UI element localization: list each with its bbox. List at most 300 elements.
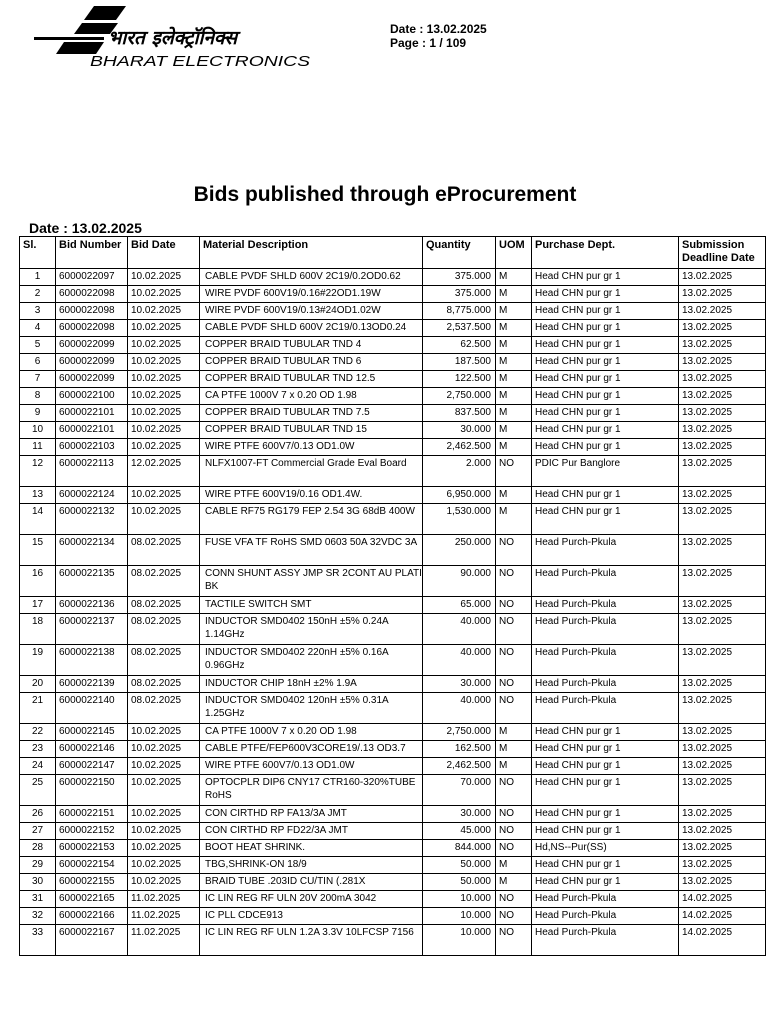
row-deadline: 13.02.2025 [679, 303, 766, 320]
row-purchase-dept: Head CHN pur gr 1 [532, 286, 679, 303]
row-uom: M [496, 303, 532, 320]
row-bid-date: 10.02.2025 [128, 874, 200, 891]
row-deadline: 13.02.2025 [679, 645, 766, 676]
row-uom: M [496, 724, 532, 741]
row-sl: 28 [20, 840, 56, 857]
row-purchase-dept: Head Purch-Pkula [532, 693, 679, 724]
row-bid-date: 12.02.2025 [128, 456, 200, 487]
row-bid-number: 6000022098 [56, 320, 128, 337]
row-bid-date: 10.02.2025 [128, 422, 200, 439]
row-deadline: 13.02.2025 [679, 857, 766, 874]
row-purchase-dept: Head Purch-Pkula [532, 925, 679, 956]
table-row [20, 504, 766, 535]
row-sl: 21 [20, 693, 56, 724]
table-row [20, 645, 766, 676]
col-header-material-description: Material Description [200, 237, 423, 269]
row-quantity: 10.000 [423, 925, 496, 956]
row-quantity: 90.000 [423, 566, 496, 597]
row-deadline: 13.02.2025 [679, 337, 766, 354]
row-sl: 31 [20, 891, 56, 908]
table-row [20, 775, 766, 806]
row-purchase-dept: Head CHN pur gr 1 [532, 354, 679, 371]
row-quantity: 40.000 [423, 693, 496, 724]
row-quantity: 375.000 [423, 286, 496, 303]
row-description: WIRE PTFE 600V19/0.16 OD1.4W. [200, 487, 423, 504]
table-row [20, 806, 766, 823]
row-description: CONN SHUNT ASSY JMP SR 2CONT AU PLATI BK [200, 566, 423, 597]
row-uom: NO [496, 693, 532, 724]
row-quantity: 40.000 [423, 645, 496, 676]
row-description: IC PLL CDCE913 [200, 908, 423, 925]
table-row [20, 566, 766, 597]
row-purchase-dept: Head Purch-Pkula [532, 676, 679, 693]
row-quantity: 2.000 [423, 456, 496, 487]
row-bid-number: 6000022152 [56, 823, 128, 840]
table-row [20, 925, 766, 956]
table-row [20, 422, 766, 439]
row-quantity: 10.000 [423, 908, 496, 925]
row-bid-number: 6000022167 [56, 925, 128, 956]
row-purchase-dept: Head CHN pur gr 1 [532, 775, 679, 806]
table-row [20, 439, 766, 456]
table-row [20, 371, 766, 388]
row-uom: M [496, 758, 532, 775]
row-bid-date: 08.02.2025 [128, 693, 200, 724]
row-sl: 7 [20, 371, 56, 388]
row-deadline: 13.02.2025 [679, 693, 766, 724]
table-row [20, 354, 766, 371]
bel-logo [34, 4, 334, 70]
row-bid-date: 10.02.2025 [128, 758, 200, 775]
row-quantity: 10.000 [423, 891, 496, 908]
row-description: CABLE PVDF SHLD 600V 2C19/0.13OD0.24 [200, 320, 423, 337]
row-bid-date: 10.02.2025 [128, 320, 200, 337]
row-quantity: 40.000 [423, 614, 496, 645]
row-bid-number: 6000022135 [56, 566, 128, 597]
row-bid-number: 6000022140 [56, 693, 128, 724]
row-deadline: 13.02.2025 [679, 806, 766, 823]
table-row [20, 908, 766, 925]
row-sl: 23 [20, 741, 56, 758]
table-row [20, 676, 766, 693]
row-quantity: 2,462.500 [423, 758, 496, 775]
row-purchase-dept: Head CHN pur gr 1 [532, 422, 679, 439]
row-purchase-dept: Head CHN pur gr 1 [532, 724, 679, 741]
row-uom: NO [496, 806, 532, 823]
page-title: Bids published through eProcurement [193, 183, 577, 206]
row-bid-date: 11.02.2025 [128, 891, 200, 908]
row-uom: M [496, 286, 532, 303]
row-sl: 26 [20, 806, 56, 823]
row-purchase-dept: Head CHN pur gr 1 [532, 371, 679, 388]
table-row [20, 724, 766, 741]
row-bid-date: 08.02.2025 [128, 597, 200, 614]
table-row [20, 337, 766, 354]
table-row [20, 857, 766, 874]
row-uom: M [496, 439, 532, 456]
row-bid-date: 10.02.2025 [128, 775, 200, 806]
row-sl: 20 [20, 676, 56, 693]
row-purchase-dept: Head Purch-Pkula [532, 614, 679, 645]
row-uom: NO [496, 775, 532, 806]
table-row [20, 535, 766, 566]
row-description: IC LIN REG RF ULN 20V 200mA 3042 [200, 891, 423, 908]
table-row [20, 741, 766, 758]
row-purchase-dept: Head CHN pur gr 1 [532, 388, 679, 405]
row-uom: M [496, 504, 532, 535]
row-deadline: 13.02.2025 [679, 823, 766, 840]
row-description: WIRE PVDF 600V19/0.16#22OD1.19W [200, 286, 423, 303]
row-bid-number: 6000022099 [56, 354, 128, 371]
row-uom: M [496, 405, 532, 422]
row-uom: NO [496, 823, 532, 840]
row-bid-number: 6000022145 [56, 724, 128, 741]
row-uom: NO [496, 597, 532, 614]
row-quantity: 2,750.000 [423, 724, 496, 741]
row-bid-date: 10.02.2025 [128, 823, 200, 840]
row-purchase-dept: Head CHN pur gr 1 [532, 269, 679, 286]
row-purchase-dept: Head CHN pur gr 1 [532, 303, 679, 320]
table-row [20, 597, 766, 614]
row-sl: 9 [20, 405, 56, 422]
row-bid-number: 6000022099 [56, 371, 128, 388]
row-bid-number: 6000022103 [56, 439, 128, 456]
row-sl: 6 [20, 354, 56, 371]
row-bid-number: 6000022166 [56, 908, 128, 925]
col-header-purchase-dept: Purchase Dept. [532, 237, 679, 269]
col-header-deadline: Submission Deadline Date [679, 237, 766, 269]
row-bid-date: 10.02.2025 [128, 303, 200, 320]
row-description: INDUCTOR CHIP 18nH ±2% 1.9A [200, 676, 423, 693]
row-description: COPPER BRAID TUBULAR TND 6 [200, 354, 423, 371]
row-deadline: 13.02.2025 [679, 286, 766, 303]
row-bid-date: 08.02.2025 [128, 614, 200, 645]
table-row [20, 693, 766, 724]
row-bid-number: 6000022098 [56, 286, 128, 303]
bids-table [19, 236, 766, 956]
row-bid-number: 6000022099 [56, 337, 128, 354]
row-bid-date: 10.02.2025 [128, 504, 200, 535]
row-deadline: 13.02.2025 [679, 840, 766, 857]
row-quantity: 162.500 [423, 741, 496, 758]
table-row [20, 269, 766, 286]
row-uom: M [496, 269, 532, 286]
row-description: FUSE VFA TF RoHS SMD 0603 50A 32VDC 3A [200, 535, 423, 566]
row-bid-number: 6000022098 [56, 303, 128, 320]
row-deadline: 13.02.2025 [679, 487, 766, 504]
row-description: CON CIRTHD RP FD22/3A JMT [200, 823, 423, 840]
row-deadline: 13.02.2025 [679, 535, 766, 566]
row-description: BOOT HEAT SHRINK. [200, 840, 423, 857]
row-sl: 10 [20, 422, 56, 439]
row-sl: 15 [20, 535, 56, 566]
row-sl: 2 [20, 286, 56, 303]
row-purchase-dept: Head CHN pur gr 1 [532, 857, 679, 874]
row-uom: M [496, 422, 532, 439]
row-description: CA PTFE 1000V 7 x 0.20 OD 1.98 [200, 388, 423, 405]
row-deadline: 13.02.2025 [679, 758, 766, 775]
row-deadline: 13.02.2025 [679, 388, 766, 405]
row-quantity: 62.500 [423, 337, 496, 354]
row-quantity: 30.000 [423, 676, 496, 693]
row-quantity: 45.000 [423, 823, 496, 840]
logo-english-text: BHARAT ELECTRONICS [90, 53, 310, 70]
row-sl: 8 [20, 388, 56, 405]
row-description: WIRE PTFE 600V7/0.13 OD1.0W [200, 758, 423, 775]
row-purchase-dept: Head CHN pur gr 1 [532, 758, 679, 775]
row-bid-number: 6000022101 [56, 405, 128, 422]
row-deadline: 13.02.2025 [679, 456, 766, 487]
col-header-bid-date: Bid Date [128, 237, 200, 269]
row-bid-date: 10.02.2025 [128, 388, 200, 405]
row-uom: NO [496, 676, 532, 693]
document-meta [390, 22, 487, 50]
row-deadline: 13.02.2025 [679, 614, 766, 645]
row-bid-number: 6000022100 [56, 388, 128, 405]
row-bid-date: 10.02.2025 [128, 487, 200, 504]
row-uom: NO [496, 645, 532, 676]
row-description: INDUCTOR SMD0402 120nH ±5% 0.31A 1.25GHz [200, 693, 423, 724]
table-row [20, 840, 766, 857]
table-row [20, 758, 766, 775]
col-header-uom: UOM [496, 237, 532, 269]
table-row [20, 388, 766, 405]
row-description: TACTILE SWITCH SMT [200, 597, 423, 614]
row-uom: M [496, 354, 532, 371]
row-description: WIRE PTFE 600V7/0.13 OD1.0W [200, 439, 423, 456]
row-deadline: 13.02.2025 [679, 320, 766, 337]
row-deadline: 13.02.2025 [679, 676, 766, 693]
row-sl: 30 [20, 874, 56, 891]
row-uom: NO [496, 535, 532, 566]
row-uom: NO [496, 925, 532, 956]
row-bid-number: 6000022101 [56, 422, 128, 439]
row-quantity: 30.000 [423, 806, 496, 823]
row-purchase-dept: Hd,NS--Pur(SS) [532, 840, 679, 857]
row-uom: M [496, 857, 532, 874]
row-bid-number: 6000022132 [56, 504, 128, 535]
row-bid-number: 6000022113 [56, 456, 128, 487]
table-row [20, 891, 766, 908]
row-description: INDUCTOR SMD0402 150nH ±5% 0.24A 1.14GHz [200, 614, 423, 645]
row-sl: 14 [20, 504, 56, 535]
row-deadline: 13.02.2025 [679, 874, 766, 891]
table-row [20, 303, 766, 320]
row-bid-date: 10.02.2025 [128, 337, 200, 354]
row-uom: M [496, 388, 532, 405]
row-uom: M [496, 487, 532, 504]
row-quantity: 375.000 [423, 269, 496, 286]
row-uom: M [496, 874, 532, 891]
row-deadline: 14.02.2025 [679, 925, 766, 956]
row-description: COPPER BRAID TUBULAR TND 15 [200, 422, 423, 439]
row-bid-date: 11.02.2025 [128, 925, 200, 956]
row-bid-number: 6000022138 [56, 645, 128, 676]
table-row [20, 874, 766, 891]
row-sl: 29 [20, 857, 56, 874]
row-bid-date: 10.02.2025 [128, 741, 200, 758]
row-sl: 32 [20, 908, 56, 925]
row-bid-date: 08.02.2025 [128, 535, 200, 566]
row-description: WIRE PVDF 600V19/0.13#24OD1.02W [200, 303, 423, 320]
row-bid-date: 10.02.2025 [128, 724, 200, 741]
row-bid-number: 6000022134 [56, 535, 128, 566]
row-quantity: 70.000 [423, 775, 496, 806]
row-bid-number: 6000022153 [56, 840, 128, 857]
row-uom: M [496, 371, 532, 388]
row-deadline: 13.02.2025 [679, 371, 766, 388]
row-description: COPPER BRAID TUBULAR TND 12.5 [200, 371, 423, 388]
row-quantity: 2,462.500 [423, 439, 496, 456]
row-bid-date: 11.02.2025 [128, 908, 200, 925]
row-deadline: 13.02.2025 [679, 597, 766, 614]
row-sl: 25 [20, 775, 56, 806]
row-uom: M [496, 320, 532, 337]
row-uom: NO [496, 908, 532, 925]
row-quantity: 1,530.000 [423, 504, 496, 535]
row-deadline: 13.02.2025 [679, 724, 766, 741]
row-sl: 18 [20, 614, 56, 645]
row-description: TBG,SHRINK-ON 18/9 [200, 857, 423, 874]
row-purchase-dept: Head Purch-Pkula [532, 597, 679, 614]
row-bid-date: 10.02.2025 [128, 806, 200, 823]
row-sl: 1 [20, 269, 56, 286]
row-sl: 27 [20, 823, 56, 840]
row-purchase-dept: Head Purch-Pkula [532, 891, 679, 908]
row-sl: 16 [20, 566, 56, 597]
row-bid-number: 6000022155 [56, 874, 128, 891]
row-description: CABLE RF75 RG179 FEP 2.54 3G 68dB 400W [200, 504, 423, 535]
row-bid-number: 6000022139 [56, 676, 128, 693]
table-row [20, 456, 766, 487]
row-purchase-dept: Head Purch-Pkula [532, 535, 679, 566]
row-quantity: 837.500 [423, 405, 496, 422]
row-uom: NO [496, 456, 532, 487]
row-quantity: 30.000 [423, 422, 496, 439]
row-bid-date: 10.02.2025 [128, 857, 200, 874]
row-sl: 33 [20, 925, 56, 956]
row-bid-date: 10.02.2025 [128, 439, 200, 456]
row-sl: 13 [20, 487, 56, 504]
row-quantity: 250.000 [423, 535, 496, 566]
row-deadline: 14.02.2025 [679, 891, 766, 908]
row-bid-number: 6000022147 [56, 758, 128, 775]
report-date: Date : 13.02.2025 [29, 220, 142, 236]
table-row [20, 405, 766, 422]
row-bid-number: 6000022151 [56, 806, 128, 823]
row-description: OPTOCPLR DIP6 CNY17 CTR160-320%TUBE RoHS [200, 775, 423, 806]
row-quantity: 6,950.000 [423, 487, 496, 504]
table-row [20, 614, 766, 645]
row-purchase-dept: Head Purch-Pkula [532, 645, 679, 676]
row-quantity: 187.500 [423, 354, 496, 371]
table-header-row [20, 237, 766, 269]
document-date: Date : 13.02.2025 [390, 22, 487, 36]
page-indicator: Page : 1 / 109 [390, 36, 467, 50]
row-bid-number: 6000022165 [56, 891, 128, 908]
row-deadline: 13.02.2025 [679, 405, 766, 422]
row-bid-date: 10.02.2025 [128, 354, 200, 371]
row-quantity: 122.500 [423, 371, 496, 388]
row-bid-number: 6000022146 [56, 741, 128, 758]
row-sl: 22 [20, 724, 56, 741]
row-deadline: 13.02.2025 [679, 504, 766, 535]
row-deadline: 13.02.2025 [679, 439, 766, 456]
row-deadline: 13.02.2025 [679, 269, 766, 286]
row-deadline: 14.02.2025 [679, 908, 766, 925]
row-description: NLFX1007-FT Commercial Grade Eval Board [200, 456, 423, 487]
row-description: CON CIRTHD RP FA13/3A JMT [200, 806, 423, 823]
row-purchase-dept: Head CHN pur gr 1 [532, 405, 679, 422]
row-quantity: 2,750.000 [423, 388, 496, 405]
row-quantity: 50.000 [423, 857, 496, 874]
row-purchase-dept: Head CHN pur gr 1 [532, 439, 679, 456]
row-description: COPPER BRAID TUBULAR TND 4 [200, 337, 423, 354]
row-bid-number: 6000022097 [56, 269, 128, 286]
row-bid-date: 08.02.2025 [128, 645, 200, 676]
row-sl: 3 [20, 303, 56, 320]
row-purchase-dept: Head CHN pur gr 1 [532, 320, 679, 337]
table-row [20, 823, 766, 840]
row-deadline: 13.02.2025 [679, 741, 766, 758]
row-purchase-dept: Head Purch-Pkula [532, 566, 679, 597]
row-sl: 19 [20, 645, 56, 676]
row-bid-number: 6000022124 [56, 487, 128, 504]
row-sl: 12 [20, 456, 56, 487]
row-uom: M [496, 741, 532, 758]
row-bid-date: 08.02.2025 [128, 566, 200, 597]
row-purchase-dept: Head CHN pur gr 1 [532, 823, 679, 840]
row-bid-number: 6000022150 [56, 775, 128, 806]
row-bid-date: 10.02.2025 [128, 269, 200, 286]
row-bid-number: 6000022154 [56, 857, 128, 874]
row-deadline: 13.02.2025 [679, 775, 766, 806]
row-bid-number: 6000022136 [56, 597, 128, 614]
row-uom: NO [496, 840, 532, 857]
row-purchase-dept: PDIC Pur Banglore [532, 456, 679, 487]
table-row [20, 320, 766, 337]
row-description: CA PTFE 1000V 7 x 0.20 OD 1.98 [200, 724, 423, 741]
row-description: CABLE PVDF SHLD 600V 2C19/0.2OD0.62 [200, 269, 423, 286]
col-header-bid-number: Bid Number [56, 237, 128, 269]
logo-hindi-text: भारत इलेक्ट्रॉनिक्स [108, 27, 238, 49]
row-uom: NO [496, 614, 532, 645]
row-bid-date: 10.02.2025 [128, 371, 200, 388]
row-quantity: 844.000 [423, 840, 496, 857]
row-description: BRAID TUBE .203ID CU/TIN (.281X [200, 874, 423, 891]
col-header-quantity: Quantity [423, 237, 496, 269]
row-sl: 24 [20, 758, 56, 775]
row-deadline: 13.02.2025 [679, 566, 766, 597]
row-bid-date: 08.02.2025 [128, 676, 200, 693]
row-sl: 11 [20, 439, 56, 456]
row-quantity: 8,775.000 [423, 303, 496, 320]
row-description: INDUCTOR SMD0402 220nH ±5% 0.16A 0.96GHz [200, 645, 423, 676]
row-bid-date: 10.02.2025 [128, 286, 200, 303]
table-row [20, 286, 766, 303]
row-bid-number: 6000022137 [56, 614, 128, 645]
row-description: COPPER BRAID TUBULAR TND 7.5 [200, 405, 423, 422]
row-description: IC LIN REG RF ULN 1.2A 3.3V 10LFCSP 7156 [200, 925, 423, 956]
col-header-sl: Sl. [20, 237, 56, 269]
row-purchase-dept: Head Purch-Pkula [532, 908, 679, 925]
table-row [20, 487, 766, 504]
row-bid-date: 10.02.2025 [128, 405, 200, 422]
row-purchase-dept: Head CHN pur gr 1 [532, 806, 679, 823]
row-uom: NO [496, 891, 532, 908]
row-quantity: 65.000 [423, 597, 496, 614]
row-uom: NO [496, 566, 532, 597]
